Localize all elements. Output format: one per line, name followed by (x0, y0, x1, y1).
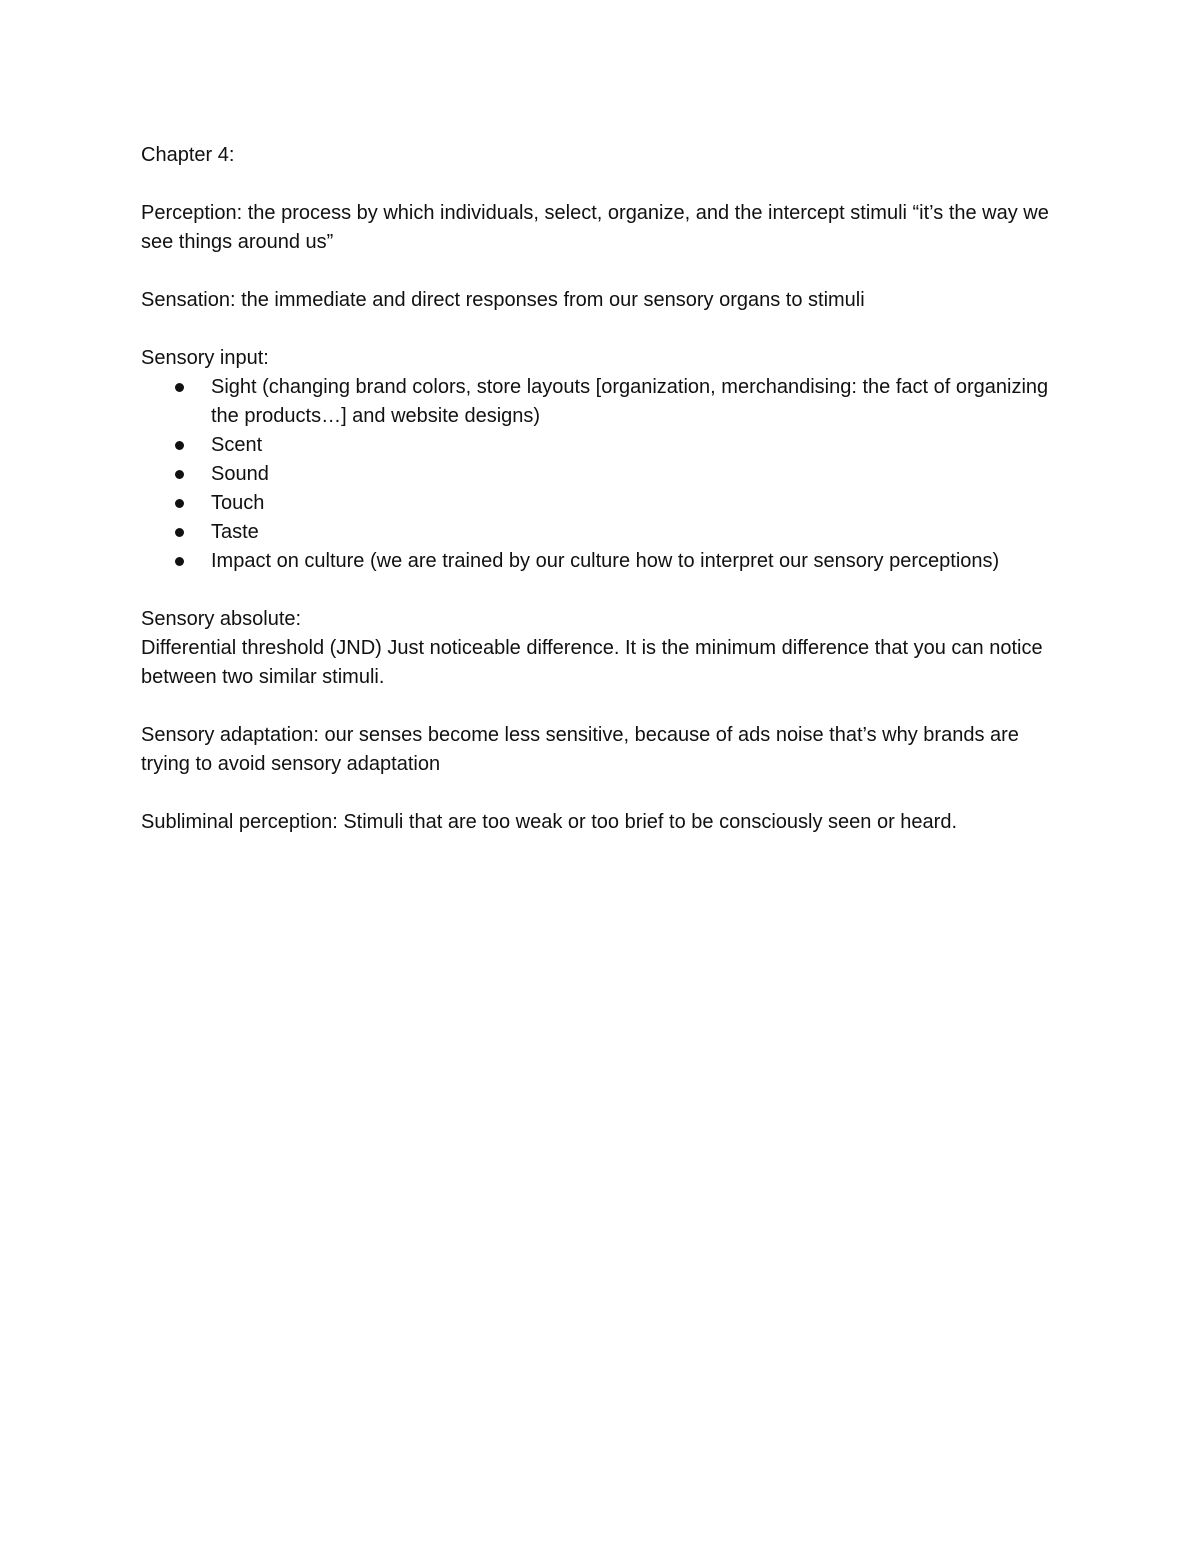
list-item (141, 489, 1061, 518)
bullet-icon (175, 383, 184, 392)
bullet-icon (175, 528, 184, 537)
sensory-input-label: Sensory input: (141, 347, 269, 369)
differential-threshold-definition: Differential threshold (JND) Just noticeable difference. It is the minimum difference that you can notice between two similar stimuli. (141, 637, 1043, 688)
list-item-text: Impact on culture (we are trained by our culture how to interpret our sensory perceptions) (211, 550, 1000, 572)
bullet-icon (175, 557, 184, 566)
list-item (141, 373, 1061, 431)
sensory-adaptation-definition: Sensory adaptation: our senses become less sensitive, because of ads noise that’s why brands are trying to avoid sensory adaptation (141, 724, 1019, 775)
bullet-icon (175, 470, 184, 479)
list-item-text: Taste (211, 521, 259, 543)
sensory-absolute-label: Sensory absolute: (141, 608, 302, 630)
document-body (141, 141, 1061, 866)
list-item (141, 431, 1061, 460)
list-item (141, 547, 1061, 576)
sensory-input-list (141, 373, 1061, 576)
list-item (141, 518, 1061, 547)
list-item-text: Scent (211, 434, 263, 456)
list-item-text: Sight (changing brand colors, store layouts [organization, merchandising: the fact of organizing the products…] and website designs) (211, 376, 1049, 427)
perception-definition: Perception: the process by which individuals, select, organize, and the intercept stimuli “it’s the way we see things around us” (141, 202, 1049, 253)
bullet-icon (175, 441, 184, 450)
bullet-icon (175, 499, 184, 508)
chapter-heading: Chapter 4: (141, 144, 235, 166)
sensation-definition: Sensation: the immediate and direct responses from our sensory organs to stimuli (141, 289, 865, 311)
list-item (141, 460, 1061, 489)
subliminal-perception-definition: Subliminal perception: Stimuli that are too weak or too brief to be consciously seen or heard. (141, 811, 957, 833)
list-item-text: Sound (211, 463, 269, 485)
list-item-text: Touch (211, 492, 265, 514)
